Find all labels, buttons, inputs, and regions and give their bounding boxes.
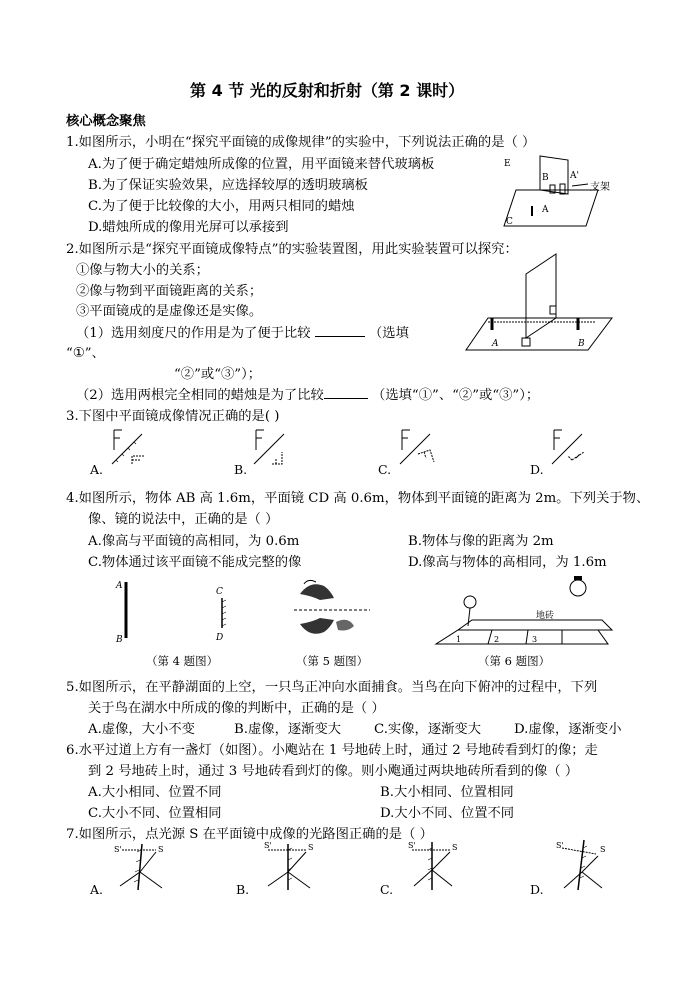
q2-item-2: ②像与物到平面镜距离的关系； (76, 284, 263, 299)
q5-stem-line2: 关于鸟在湖水中所成的像的判断中，正确的是（ ） (88, 701, 385, 716)
q7d-s-prime: S' (556, 841, 564, 850)
fig5 (290, 576, 374, 646)
q1-option-b[interactable]: B.为了保证实验效果，应选择较厚的透明玻璃板 (88, 178, 368, 193)
fig6-label-3: 3 (532, 635, 538, 644)
q4-stem-line1: 4.如图所示，物体 AB 高 1.6m，平面镜 CD 高 0.6m，物体到平面镜的距离为 2m。下列关于物、 (66, 491, 650, 506)
q6-stem-line1: 6.水平过道上方有一盏灯（如图）。小飑站在 1 号地砖上时，通过 2 号地砖看到灯的像；走 (66, 743, 598, 758)
q7c-s-prime: S' (408, 841, 416, 850)
q1-fig-label-e: E (504, 159, 511, 169)
section-heading: 核心概念聚焦 (66, 114, 146, 129)
q3-option-d-figure[interactable] (548, 428, 598, 472)
q4-option-b[interactable]: B.物体与像的距离为 2m (408, 534, 554, 549)
q3-option-a[interactable]: A. (90, 462, 104, 477)
q2-sub1-cont2: “②”或“③”）； (174, 367, 262, 382)
q7-option-a-figure[interactable] (110, 842, 170, 892)
q1-fig-label-b: B (542, 173, 549, 183)
q6-stem-line2: 到 2 号地砖上时，通过 3 号地砖看到灯的像。则小飑通过两块地砖所看到的像（ ） (88, 764, 579, 779)
q3-option-d[interactable]: D. (530, 462, 544, 477)
q7-stem: 7.如图所示，点光源 S 在平面镜中成像的光路图正确的是（ ） (66, 827, 433, 842)
q3-option-a-figure[interactable] (108, 428, 158, 472)
fig4-label-d: D (216, 633, 224, 643)
q2-sub2-blank[interactable] (324, 386, 368, 399)
fig6-label-2: 2 (494, 635, 500, 644)
q6-option-d[interactable]: D.大小不同、位置不同 (380, 806, 515, 821)
fig4-label-a: A (116, 581, 123, 591)
q1-fig-label-c: C (506, 217, 513, 227)
q2-sub1-cont1: “①”、 (66, 346, 105, 361)
q2-sub1 (76, 322, 409, 341)
q5-option-c[interactable]: C.实像，逐渐变大 (374, 722, 482, 737)
fig4-label-c: C (216, 587, 223, 597)
q3-option-b[interactable]: B. (234, 462, 248, 477)
q1-option-d[interactable]: D.蜡烛所成的像用光屏可以承接到 (88, 220, 289, 235)
q1-figure (500, 150, 620, 232)
q4-stem-line2: 像、镜的说法中，正确的是（ ） (88, 512, 279, 527)
q2-sub2-hint: （选填“①”、“②”或“③”）； (372, 388, 540, 403)
q3-option-c-figure[interactable] (396, 428, 446, 472)
q2-item-3: ③平面镜成的是虚像还是实像。 (76, 304, 263, 319)
q7c-s: S (452, 843, 458, 852)
q1-stem: 1.如图所示，小明在“探究平面镜的成像规律”的实验中，下列说法正确的是（ ） (66, 135, 536, 150)
q4-option-a[interactable]: A.像高与平面镜的高相同，为 0.6m (88, 534, 300, 549)
q2-fig-label-b: B (578, 339, 585, 349)
q2-stem: 2.如图所示是“探究平面镜成像特点”的实验装置图，用此实验装置可以探究： (66, 242, 518, 257)
q7-option-c-figure[interactable] (402, 838, 462, 892)
fig4 (112, 578, 232, 650)
q7-option-b-figure[interactable] (258, 838, 318, 892)
q2-sub1-text: （1）选用刻度尺的作用是为了便于比较 (76, 326, 311, 341)
q3-option-b-figure[interactable] (250, 428, 300, 472)
q4-option-d[interactable]: D.像高与物体的高相同，为 1.6m (408, 555, 607, 570)
q7a-s: S (158, 845, 164, 854)
fig4-label-b: B (116, 635, 123, 645)
q7b-s-prime: S' (264, 841, 272, 850)
fig5-caption: （第 5 题图） (296, 654, 369, 668)
q2-sub2 (76, 384, 539, 403)
q1-fig-label-a-prime: A' (570, 171, 579, 181)
q6-option-b[interactable]: B.大小相同、位置相同 (380, 785, 514, 800)
q2-fig-label-a: A (492, 339, 499, 349)
q3-option-c[interactable]: C. (378, 462, 392, 477)
q4-option-c[interactable]: C.物体通过该平面镜不能成完整的像 (88, 555, 302, 570)
q6-option-c[interactable]: C.大小不同、位置相同 (88, 806, 222, 821)
q7-option-d[interactable]: D. (530, 882, 544, 897)
q7-option-c[interactable]: C. (380, 882, 394, 897)
q2-figure (466, 254, 616, 354)
q2-item-1: ①像与物大小的关系； (76, 263, 209, 278)
q7-option-d-figure[interactable] (552, 838, 612, 892)
q7-option-a[interactable]: A. (90, 882, 104, 897)
page-title: 第 4 节 光的反射和折射（第 2 课时） (190, 81, 465, 100)
q7d-s: S (600, 845, 606, 854)
fig4-caption: （第 4 题图） (146, 654, 219, 668)
q2-sub2-text: （2）选用两根完全相同的蜡烛是为了比较 (76, 388, 324, 403)
fig6-label-floor: 地砖 (536, 611, 555, 621)
q2-sub1-hint: （选填 (368, 326, 409, 341)
fig6 (432, 574, 616, 644)
q1-fig-label-support: 支架 (590, 182, 610, 193)
q1-option-c[interactable]: C.为了便于比较像的大小，用两只相同的蜡烛 (88, 199, 355, 214)
q1-option-a[interactable]: A.为了便于确定蜡烛所成像的位置，用平面镜来替代玻璃板 (88, 157, 435, 172)
q1-fig-label-a: A (542, 205, 549, 215)
q5-option-b[interactable]: B.虚像，逐渐变大 (234, 722, 342, 737)
fig6-label-1: 1 (456, 635, 462, 644)
q5-option-d[interactable]: D.虚像，逐渐变小 (514, 722, 622, 737)
q7-option-b[interactable]: B. (236, 882, 250, 897)
q5-option-a[interactable]: A.虚像，大小不变 (88, 722, 195, 737)
q7b-s: S (308, 843, 314, 852)
fig6-caption: （第 6 题图） (478, 654, 551, 668)
q5-stem-line1: 5.如图所示，在平静湖面的上空，一只鸟正冲向水面捕食。当鸟在向下俯冲的过程中，下列 (66, 680, 598, 695)
q3-stem: 3.下图中平面镜成像情况正确的是( ) (66, 409, 280, 424)
q2-sub1-blank[interactable] (315, 324, 365, 337)
q6-option-a[interactable]: A.大小相同、位置不同 (88, 785, 222, 800)
q7a-s-prime: S' (114, 845, 122, 854)
